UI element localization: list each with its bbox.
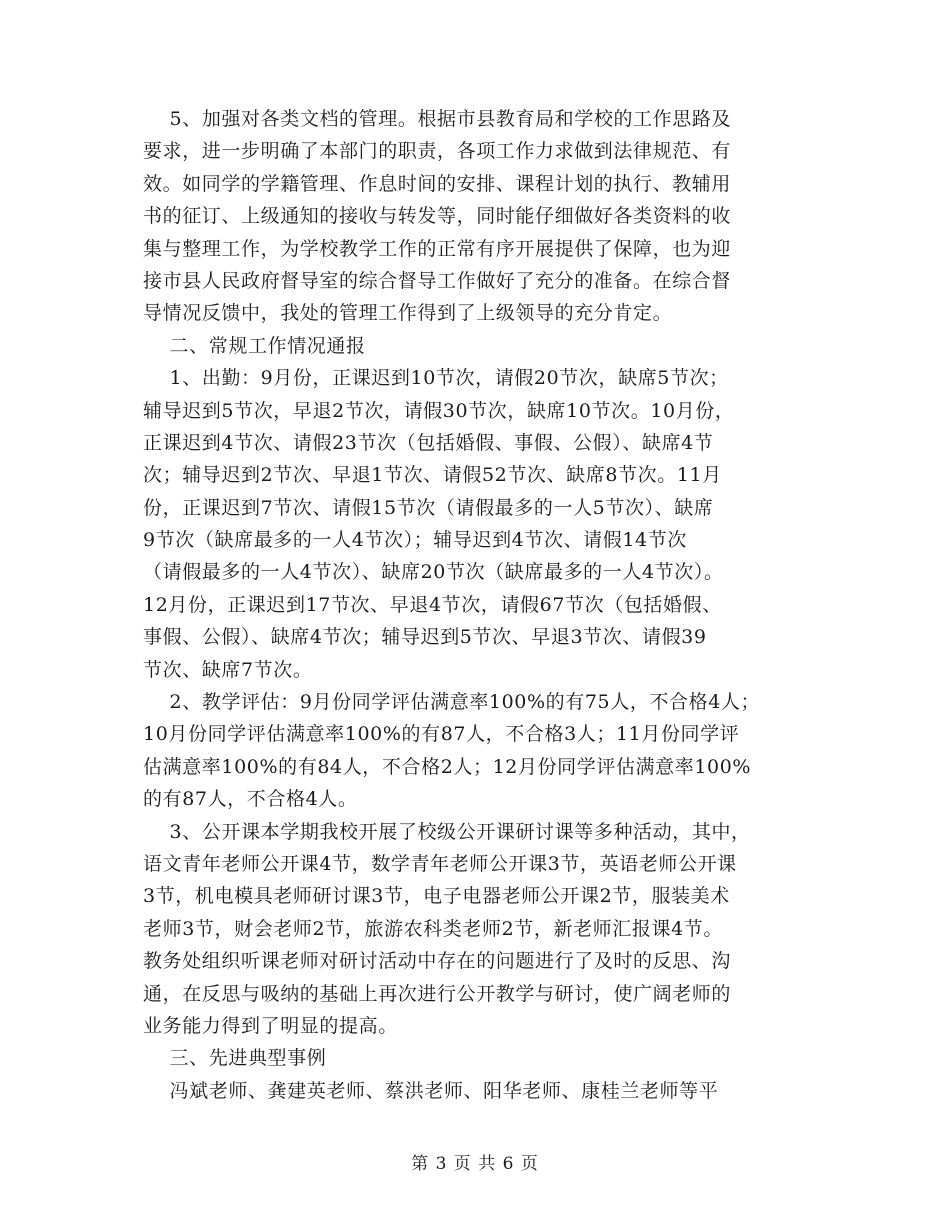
text-line: 教务处组织听课老师对研讨活动中存在的问题进行了及时的反思、沟 — [143, 950, 732, 973]
text-line: 二、常规工作情况通报 — [143, 334, 366, 357]
text-line: 业务能力得到了明显的提高。 — [143, 1014, 398, 1037]
page-footer: 第 3 页 共 6 页 — [411, 1154, 539, 1174]
text-line: 3节，机电模具老师研讨课3节，电子电器老师公开课2节，服装美术 — [143, 885, 730, 908]
text-line: 正课迟到4节次、请假23节次（包括婚假、事假、公假）、缺席4节 — [143, 431, 714, 454]
text-line: 导情况反馈中，我处的管理工作得到了上级领导的充分肯定。 — [143, 302, 673, 325]
text-line: 辅导迟到5节次，早退2节次，请假30节次，缺席10节次。10月份， — [143, 399, 735, 422]
text-line: 集与整理工作，为学校教学工作的正常有序开展提供了保障，也为迎 — [143, 237, 732, 260]
text-line: 接市县人民政府督导室的综合督导工作做好了充分的准备。在综合督 — [143, 269, 732, 292]
text-line: 9节次（缺席最多的一人4节次）；辅导迟到4节次、请假14节次 — [143, 529, 687, 552]
text-line: 事假、公假）、缺席4节次；辅导迟到5节次、早退3节次、请假39 — [143, 626, 707, 649]
text-line: 老师3节，财会老师2节，旅游农科类老师2节，新老师汇报课4节。 — [143, 917, 723, 940]
text-line: 次；辅导迟到2节次、早退1节次、请假52节次、缺席8节次。11月 — [143, 464, 722, 487]
text-line: 份，正课迟到7节次、请假15节次（请假最多的一人5节次）、缺席 — [143, 496, 714, 519]
text-line: 三、先进典型事例 — [143, 1047, 327, 1070]
text-line: 通，在反思与吸纳的基础上再次进行公开教学与研讨，使广阔老师的 — [143, 982, 732, 1005]
text-line: 估满意率100%的有84人，不合格2人；12月份同学评估满意率100% — [143, 755, 752, 778]
text-line: 冯斌老师、龚建英老师、蔡洪老师、阳华老师、康桂兰老师等平 — [143, 1079, 719, 1102]
document-body — [143, 103, 809, 1107]
text-line: 的有87人，不合格4人。 — [143, 788, 358, 811]
text-line: 效。如同学的学籍管理、作息时间的安排、课程计划的执行、教辅用 — [143, 172, 732, 195]
text-line: 书的征订、上级通知的接收与转发等，同时能仔细做好各类资料的收 — [143, 205, 732, 228]
text-line: （请假最多的一人4节次）、缺席20节次（缺席最多的一人4节次）。 — [143, 561, 724, 584]
text-line: 2、教学评估：9月份同学评估满意率100%的有75人，不合格4人； — [143, 691, 761, 714]
text-line: 节次、缺席7节次。 — [143, 658, 313, 681]
text-line: 要求，进一步明确了本部门的职责，各项工作力求做到法律规范、有 — [143, 140, 732, 163]
text-line: 语文青年老师公开课4节，数学青年老师公开课3节，英语老师公开课 — [143, 852, 737, 875]
text-line: 12月份，正课迟到17节次、早退4节次，请假67节次（包括婚假、 — [143, 593, 722, 616]
text-line: 1、出勤：9月份，正课迟到10节次，请假20节次，缺席5节次； — [143, 367, 729, 390]
text-line: 3、公开课本学期我校开展了校级公开课研讨课等多种活动，其中， — [143, 820, 751, 843]
text-line: 5、加强对各类文档的管理。根据市县教育局和学校的工作思路及 — [143, 108, 732, 130]
text-line: 10月份同学评估满意率100%的有87人，不合格3人；11月份同学评 — [143, 723, 740, 746]
